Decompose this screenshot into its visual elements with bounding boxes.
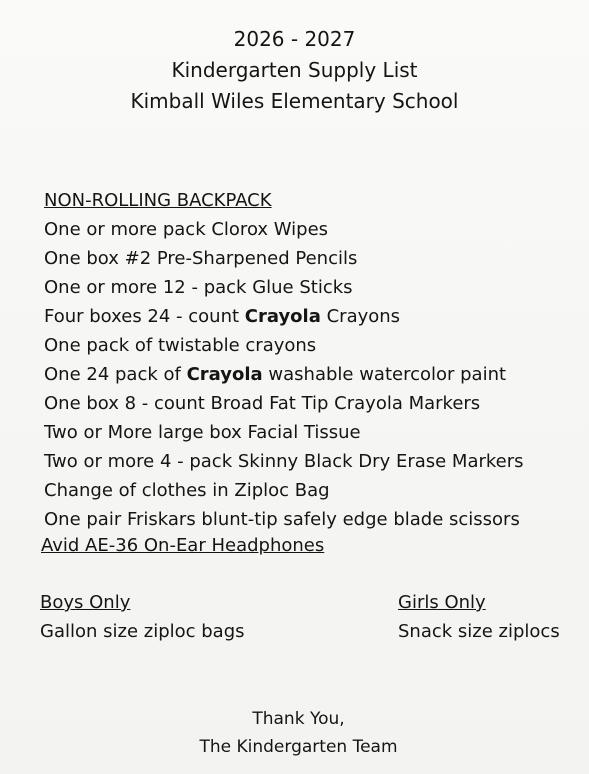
supply-list	[44, 186, 584, 534]
school-name: Kimball Wiles Elementary School	[130, 89, 459, 113]
list-item	[44, 360, 584, 389]
boys-only-section	[40, 588, 245, 646]
closing-signature	[0, 705, 589, 761]
boys-only-heading: Boys Only	[40, 592, 131, 613]
list-heading: NON-ROLLING BACKPACK	[44, 190, 272, 211]
girls-only-item: Snack size ziplocs	[398, 621, 560, 642]
brand-name: Crayola	[244, 306, 321, 327]
list-item: One box #2 Pre-Sharpened Pencils	[44, 248, 358, 269]
brand-name: Crayola	[186, 364, 263, 385]
item-text: washable watercolor paint	[262, 364, 507, 385]
item-text: Crayons	[320, 306, 401, 327]
document-title: Kindergarten Supply List	[171, 58, 418, 82]
boys-only-item: Gallon size ziploc bags	[40, 621, 245, 642]
school-year: 2026 - 2027	[233, 27, 356, 51]
list-item: One or more 12 - pack Glue Sticks	[44, 277, 353, 298]
item-text: Four boxes 24 - count	[44, 306, 245, 327]
girls-only-section	[398, 588, 560, 646]
list-item	[44, 302, 584, 331]
team-signature: The Kindergarten Team	[199, 737, 398, 757]
list-item: Two or more 4 - pack Skinny Black Dry Erase Markers	[44, 451, 524, 472]
list-item: One box 8 - count Broad Fat Tip Crayola Markers	[44, 393, 481, 414]
thank-you-text: Thank You,	[252, 709, 345, 729]
girls-only-heading: Girls Only	[398, 592, 486, 613]
document-header	[0, 24, 589, 117]
list-item: One or more pack Clorox Wipes	[44, 219, 329, 240]
list-item: One pair Friskars blunt-tip safely edge blade scissors	[44, 509, 520, 530]
list-item: One pack of twistable crayons	[44, 335, 317, 356]
list-item: Two or More large box Facial Tissue	[44, 422, 361, 443]
list-item: Change of clothes in Ziploc Bag	[44, 480, 330, 501]
item-text: One 24 pack of	[44, 364, 187, 385]
headphones-item: Avid AE-36 On-Ear Headphones	[41, 535, 325, 556]
